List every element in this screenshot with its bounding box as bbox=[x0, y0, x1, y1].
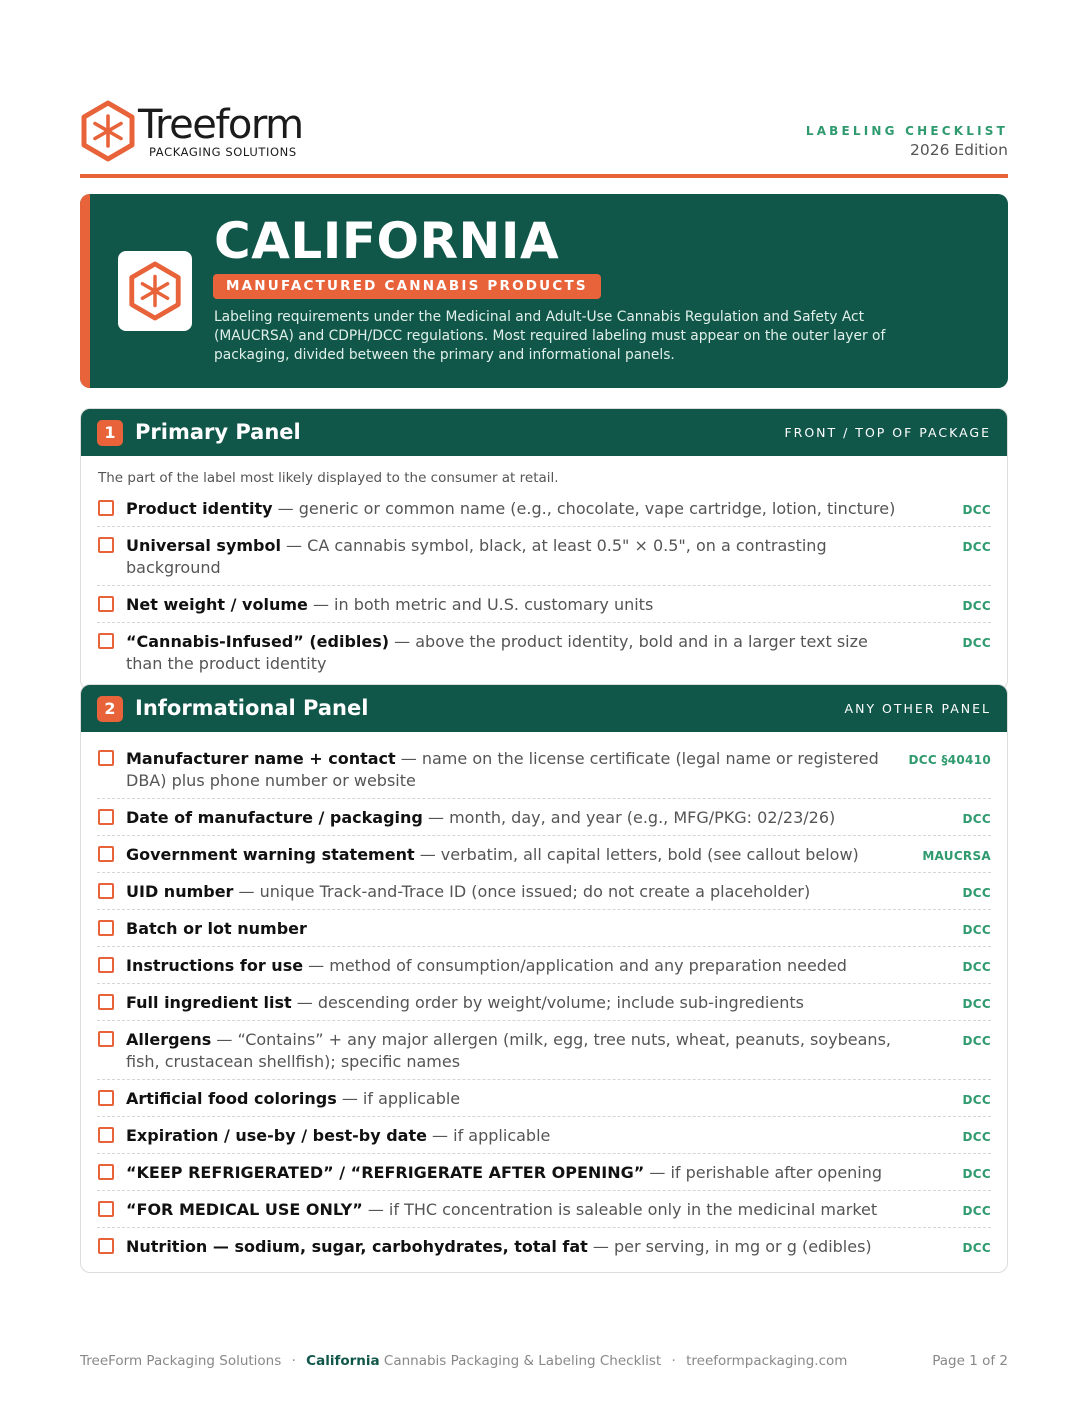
item-detail: per serving, in mg or g (edibles) bbox=[613, 1237, 872, 1256]
product-category-badge: MANUFACTURED CANNABIS PRODUCTS bbox=[213, 274, 601, 299]
hero-icon-tile bbox=[118, 251, 192, 331]
section-intro: The part of the label most likely displayed to the consumer at retail. bbox=[98, 470, 559, 486]
brand-logo[interactable] bbox=[80, 98, 320, 164]
item-label: UID number bbox=[126, 882, 234, 901]
checklist-item[interactable]: Allergens — “Contains” + any major allergen (milk, egg, tree nuts, wheat, peanuts, soybeans, fish, crustacean shellfish); specific names DCC bbox=[97, 1021, 991, 1080]
checkbox[interactable] bbox=[98, 809, 114, 825]
item-label: Nutrition — sodium, sugar, carbohydrates, total fat bbox=[126, 1237, 588, 1256]
regulation-source-tag: DCC bbox=[962, 599, 991, 613]
checkbox[interactable] bbox=[98, 1201, 114, 1217]
checkbox[interactable] bbox=[98, 883, 114, 899]
item-detail: above the product identity, bold and in a larger text size than the product identity bbox=[126, 632, 868, 673]
primary-panel-section bbox=[80, 408, 1008, 690]
item-label: Expiration / use-by / best-by date bbox=[126, 1126, 427, 1145]
regulation-source-tag: DCC bbox=[962, 812, 991, 826]
checklist-item[interactable] bbox=[97, 910, 991, 947]
item-detail: if THC concentration is saleable only in the medicinal market bbox=[388, 1200, 878, 1219]
informational-panel-section bbox=[80, 684, 1008, 1273]
item-label: “Cannabis-Infused” (edibles) bbox=[126, 632, 390, 651]
page-footer bbox=[80, 1353, 1008, 1369]
checklist-item[interactable]: Date of manufacture / packaging — month, day, and year (e.g., MFG/PKG: 02/23/26) DCC bbox=[97, 799, 991, 836]
hero-description: Labeling requirements under the Medicinal and Adult-Use Cannabis Regulation and Safety Act (MAUCRSA) and CDPH/DCC regulations. Most required labeling must appear on the outer layer of packaging, divided between the primary and informational panels. bbox=[214, 309, 886, 363]
item-detail: name on the license certificate (legal name or registered DBA) plus phone number or website bbox=[126, 749, 879, 790]
checkbox[interactable] bbox=[98, 846, 114, 862]
item-detail: month, day, and year (e.g., MFG/PKG: 02/23/26) bbox=[449, 808, 836, 827]
footer-separator: · bbox=[291, 1353, 296, 1369]
regulation-source-tag: DCC bbox=[962, 540, 991, 554]
item-label: Manufacturer name + contact bbox=[126, 749, 396, 768]
checkbox[interactable] bbox=[98, 1238, 114, 1254]
item-detail: descending order by weight/volume; include sub-ingredients bbox=[317, 993, 804, 1012]
section-number-badge: 1 bbox=[97, 420, 123, 446]
item-detail: unique Track-and-Trace ID (once issued; do not create a placeholder) bbox=[259, 882, 811, 901]
regulation-source-tag: DCC bbox=[962, 1034, 991, 1048]
checkbox[interactable] bbox=[98, 750, 114, 766]
checkbox[interactable] bbox=[98, 633, 114, 649]
footer-state: California bbox=[306, 1353, 380, 1369]
item-label: Instructions for use bbox=[126, 956, 304, 975]
item-label: Date of manufacture / packaging bbox=[126, 808, 423, 827]
document-type: LABELING CHECKLIST bbox=[805, 124, 1008, 138]
checkbox[interactable] bbox=[98, 1127, 114, 1143]
item-label: Full ingredient list bbox=[126, 993, 292, 1012]
item-label: Government warning statement bbox=[126, 845, 415, 864]
page-title: CALIFORNIA bbox=[214, 212, 560, 270]
regulation-source-tag: DCC bbox=[962, 923, 991, 937]
hero-accent-bar bbox=[80, 194, 90, 388]
regulation-source-tag: MAUCRSA bbox=[922, 849, 991, 863]
checkbox[interactable] bbox=[98, 994, 114, 1010]
checklist-item[interactable]: Expiration / use-by / best-by date — if applicable DCC bbox=[97, 1117, 991, 1154]
checklist-item[interactable]: Product identity — generic or common name (e.g., chocolate, vape cartridge, lotion, tincture) DCC bbox=[97, 490, 991, 527]
regulation-source-tag: DCC bbox=[962, 1130, 991, 1144]
regulation-source-tag: DCC bbox=[962, 886, 991, 900]
checklist-item[interactable]: Government warning statement — verbatim, all capital letters, bold (see callout below) MAUCRSA bbox=[97, 836, 991, 873]
section-number-badge: 2 bbox=[97, 696, 123, 722]
item-label: Batch or lot number bbox=[126, 919, 307, 938]
hero-banner bbox=[80, 194, 1008, 388]
brand-subtitle: PACKAGING SOLUTIONS bbox=[149, 145, 297, 159]
footer-separator: · bbox=[671, 1353, 676, 1369]
item-label: Universal symbol bbox=[126, 536, 281, 555]
item-label: “FOR MEDICAL USE ONLY” bbox=[126, 1200, 363, 1219]
checkbox[interactable] bbox=[98, 1090, 114, 1106]
regulation-source-tag: DCC bbox=[962, 1204, 991, 1218]
section-body bbox=[81, 732, 1007, 1272]
item-detail: generic or common name (e.g., chocolate, vape cartridge, lotion, tincture) bbox=[298, 499, 896, 518]
footer-doc-title: Cannabis Packaging & Labeling Checklist bbox=[383, 1353, 662, 1369]
checklist-item[interactable]: Artificial food colorings — if applicable DCC bbox=[97, 1080, 991, 1117]
item-detail: in both metric and U.S. customary units bbox=[334, 595, 654, 614]
page-number: Page 1 of 2 bbox=[932, 1353, 1008, 1369]
item-detail: method of consumption/application and any preparation needed bbox=[329, 956, 847, 975]
item-detail: if applicable bbox=[362, 1089, 461, 1108]
regulation-source-tag: DCC §40410 bbox=[908, 753, 991, 767]
item-label: “KEEP REFRIGERATED” / “REFRIGERATE AFTER OPENING” bbox=[126, 1163, 645, 1182]
checkbox[interactable] bbox=[98, 537, 114, 553]
section-header bbox=[81, 685, 1007, 732]
cannabis-hexagon-icon bbox=[126, 261, 184, 321]
brand-name: Treeform bbox=[138, 102, 303, 148]
regulation-source-tag: DCC bbox=[962, 1167, 991, 1181]
section-header bbox=[81, 409, 1007, 456]
checklist-item[interactable]: UID number — unique Track-and-Trace ID (once issued; do not create a placeholder) DCC bbox=[97, 873, 991, 910]
checkbox[interactable] bbox=[98, 957, 114, 973]
section-location: ANY OTHER PANEL bbox=[844, 701, 991, 716]
checklist-item[interactable]: Net weight / volume — in both metric and U.S. customary units DCC bbox=[97, 586, 991, 623]
section-body bbox=[81, 456, 1007, 689]
checklist-item[interactable]: “Cannabis-Infused” (edibles) — above the product identity, bold and in a larger text size than the product identity DCC bbox=[97, 623, 991, 681]
item-label: Net weight / volume bbox=[126, 595, 308, 614]
item-label: Product identity bbox=[126, 499, 273, 518]
checkbox[interactable] bbox=[98, 500, 114, 516]
checkbox[interactable] bbox=[98, 1031, 114, 1047]
item-detail: verbatim, all capital letters, bold (see callout below) bbox=[440, 845, 859, 864]
checklist-item[interactable]: Nutrition — sodium, sugar, carbohydrates, total fat — per serving, in mg or g (edibles) DCC bbox=[97, 1228, 991, 1264]
regulation-source-tag: DCC bbox=[962, 1093, 991, 1107]
regulation-source-tag: DCC bbox=[962, 503, 991, 517]
checklist-item[interactable]: Manufacturer name + contact — name on the license certificate (legal name or registered DBA) plus phone number or website DCC §40410 bbox=[97, 740, 991, 799]
cannabis-hexagon-icon bbox=[80, 100, 136, 162]
footer-website[interactable]: treeformpackaging.com bbox=[686, 1353, 848, 1369]
checkbox[interactable] bbox=[98, 920, 114, 936]
checklist-item[interactable]: Full ingredient list — descending order by weight/volume; include sub-ingredients DCC bbox=[97, 984, 991, 1021]
section-location: FRONT / TOP OF PACKAGE bbox=[784, 425, 991, 440]
checklist-item[interactable]: Universal symbol — CA cannabis symbol, black, at least 0.5" × 0.5", on a contrasting background DCC bbox=[97, 527, 991, 586]
edition-label: 2026 Edition bbox=[909, 141, 1008, 159]
checklist-item[interactable]: Instructions for use — method of consumption/application and any preparation needed DCC bbox=[97, 947, 991, 984]
page-header bbox=[80, 98, 1008, 164]
regulation-source-tag: DCC bbox=[962, 1241, 991, 1255]
item-detail: if perishable after opening bbox=[670, 1163, 883, 1182]
item-label: Artificial food colorings bbox=[126, 1089, 337, 1108]
regulation-source-tag: DCC bbox=[962, 997, 991, 1011]
checklist-item[interactable]: “FOR MEDICAL USE ONLY” — if THC concentration is saleable only in the medicinal market DCC bbox=[97, 1191, 991, 1228]
item-detail: CA cannabis symbol, black, at least 0.5" × 0.5", on a contrasting background bbox=[126, 536, 827, 577]
regulation-source-tag: DCC bbox=[962, 636, 991, 650]
footer-company: TreeForm Packaging Solutions bbox=[80, 1353, 282, 1369]
section-title: Primary Panel bbox=[135, 420, 301, 444]
item-detail: if applicable bbox=[453, 1126, 551, 1145]
item-detail: “Contains” + any major allergen (milk, egg, tree nuts, wheat, peanuts, soybeans, fish, crustacean shellfish); specific names bbox=[126, 1030, 891, 1071]
header-divider bbox=[80, 174, 1008, 178]
checklist-item[interactable]: “KEEP REFRIGERATED” / “REFRIGERATE AFTER OPENING” — if perishable after opening DCC bbox=[97, 1154, 991, 1191]
checkbox[interactable] bbox=[98, 596, 114, 612]
section-title: Informational Panel bbox=[135, 696, 369, 720]
item-label: Allergens bbox=[126, 1030, 212, 1049]
regulation-source-tag: DCC bbox=[962, 960, 991, 974]
checkbox[interactable] bbox=[98, 1164, 114, 1180]
